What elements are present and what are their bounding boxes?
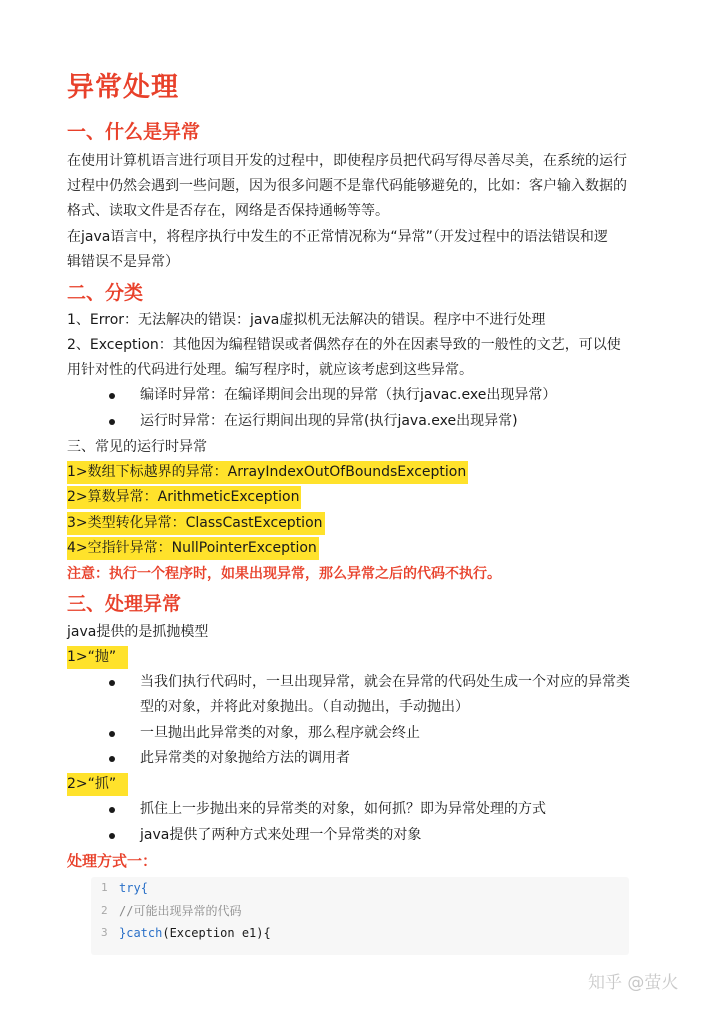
bullet-dot-icon xyxy=(109,756,115,762)
bullet-dot-icon xyxy=(109,419,115,425)
paragraph-line: 过程中仍然会遇到一些问题，因为很多问题不是靠代码能够避免的，比如：客户输入数据的 xyxy=(67,178,627,194)
paragraph-line: java提供的是抓抛模型 xyxy=(67,624,209,640)
code-line xyxy=(91,924,629,942)
subsection-title: 三、常见的运行时异常 xyxy=(67,439,207,455)
note-text: 注意：执行一个程序时，如果出现异常，那么异常之后的代码不执行。 xyxy=(67,566,501,582)
line-number: 2 xyxy=(101,904,108,917)
code-rest: (Exception e1){ xyxy=(162,926,271,940)
paragraph-line: 用针对性的代码进行处理。编写程序时，就应该考虑到这些异常。 xyxy=(67,362,473,378)
section-heading-what-is-exception: 一、什么是异常 xyxy=(67,121,201,143)
paragraph-line: 1、Error：无法解决的错误：java虚拟机无法解决的错误。程序中不进行处理 xyxy=(67,312,546,328)
highlight: 2>算数异常：ArithmeticException xyxy=(67,486,301,509)
list-item: java提供了两种方式来处理一个异常类的对象 xyxy=(140,827,422,843)
bullet-dot-icon xyxy=(109,731,115,737)
highlighted-exception-item xyxy=(67,490,301,504)
keyword: }catch xyxy=(119,926,163,940)
highlight: 1>数组下标越界的异常：ArrayIndexOutOfBoundsException xyxy=(67,461,468,484)
bullet-dot-icon xyxy=(109,393,115,399)
code-text xyxy=(119,924,271,942)
list-item: 抓住上一步抛出来的异常类的对象，如何抓？即为异常处理的方式 xyxy=(140,801,546,817)
catch-label xyxy=(67,777,128,791)
page-title: 异常处理 xyxy=(67,72,179,103)
code-block xyxy=(91,877,629,955)
highlighted-exception-item xyxy=(67,516,325,530)
paragraph-line: 在java语言中，将程序执行中发生的不正常情况称为“异常”（开发过程中的语法错误和逻 xyxy=(67,229,608,245)
keyword: try xyxy=(119,881,141,895)
bullet-dot-icon xyxy=(109,833,115,839)
highlighted-exception-item xyxy=(67,465,468,479)
paragraph-line: 辑错误不是异常） xyxy=(67,254,179,270)
line-number: 3 xyxy=(101,926,108,939)
section-heading-classification: 二、分类 xyxy=(67,282,144,304)
throw-label xyxy=(67,650,128,664)
bullet-dot-icon xyxy=(109,680,115,686)
list-item: 编译时异常：在编译期间会出现的异常（执行javac.exe出现异常） xyxy=(140,387,557,403)
code-line xyxy=(91,902,629,920)
code-text xyxy=(119,902,241,920)
highlight: 1>“抛” xyxy=(67,646,128,669)
highlight: 2>“抓” xyxy=(67,773,128,796)
paragraph-line: 2、Exception：其他因为编程错误或者偶然存在的外在因素导致的一般性的文艺，可以使 xyxy=(67,337,621,353)
watermark: 知乎 @萤火 xyxy=(588,973,679,993)
bullet-dot-icon xyxy=(109,807,115,813)
code-punct: { xyxy=(140,881,148,895)
paragraph-line: 格式、读取文件是否存在，网络是否保持通畅等等。 xyxy=(67,203,389,219)
list-item: 当我们执行代码时，一旦出现异常，就会在异常的代码处生成一个对应的异常类 xyxy=(140,674,630,690)
list-item: 一旦抛出此异常类的对象，那么程序就会终止 xyxy=(140,725,420,741)
list-item: 此异常类的对象抛给方法的调用者 xyxy=(140,750,350,766)
paragraph-line: 在使用计算机语言进行项目开发的过程中，即使程序员把代码写得尽善尽美，在系统的运行 xyxy=(67,153,627,169)
code-line xyxy=(91,879,629,897)
list-item-continuation: 型的对象，并将此对象抛出。（自动抛出，手动抛出） xyxy=(140,699,469,715)
section-heading-handling: 三、处理异常 xyxy=(67,593,182,615)
highlight: 4>空指针异常：NullPointerException xyxy=(67,537,319,560)
code-text xyxy=(119,879,148,897)
code-comment: //可能出现异常的代码 xyxy=(119,904,242,918)
highlighted-exception-item xyxy=(67,541,319,555)
list-item: 运行时异常：在运行期间出现的异常(执行java.exe出现异常) xyxy=(140,413,518,429)
line-number: 1 xyxy=(101,881,108,894)
highlight: 3>类型转化异常：ClassCastException xyxy=(67,512,325,535)
method-one-heading: 处理方式一： xyxy=(67,852,158,870)
